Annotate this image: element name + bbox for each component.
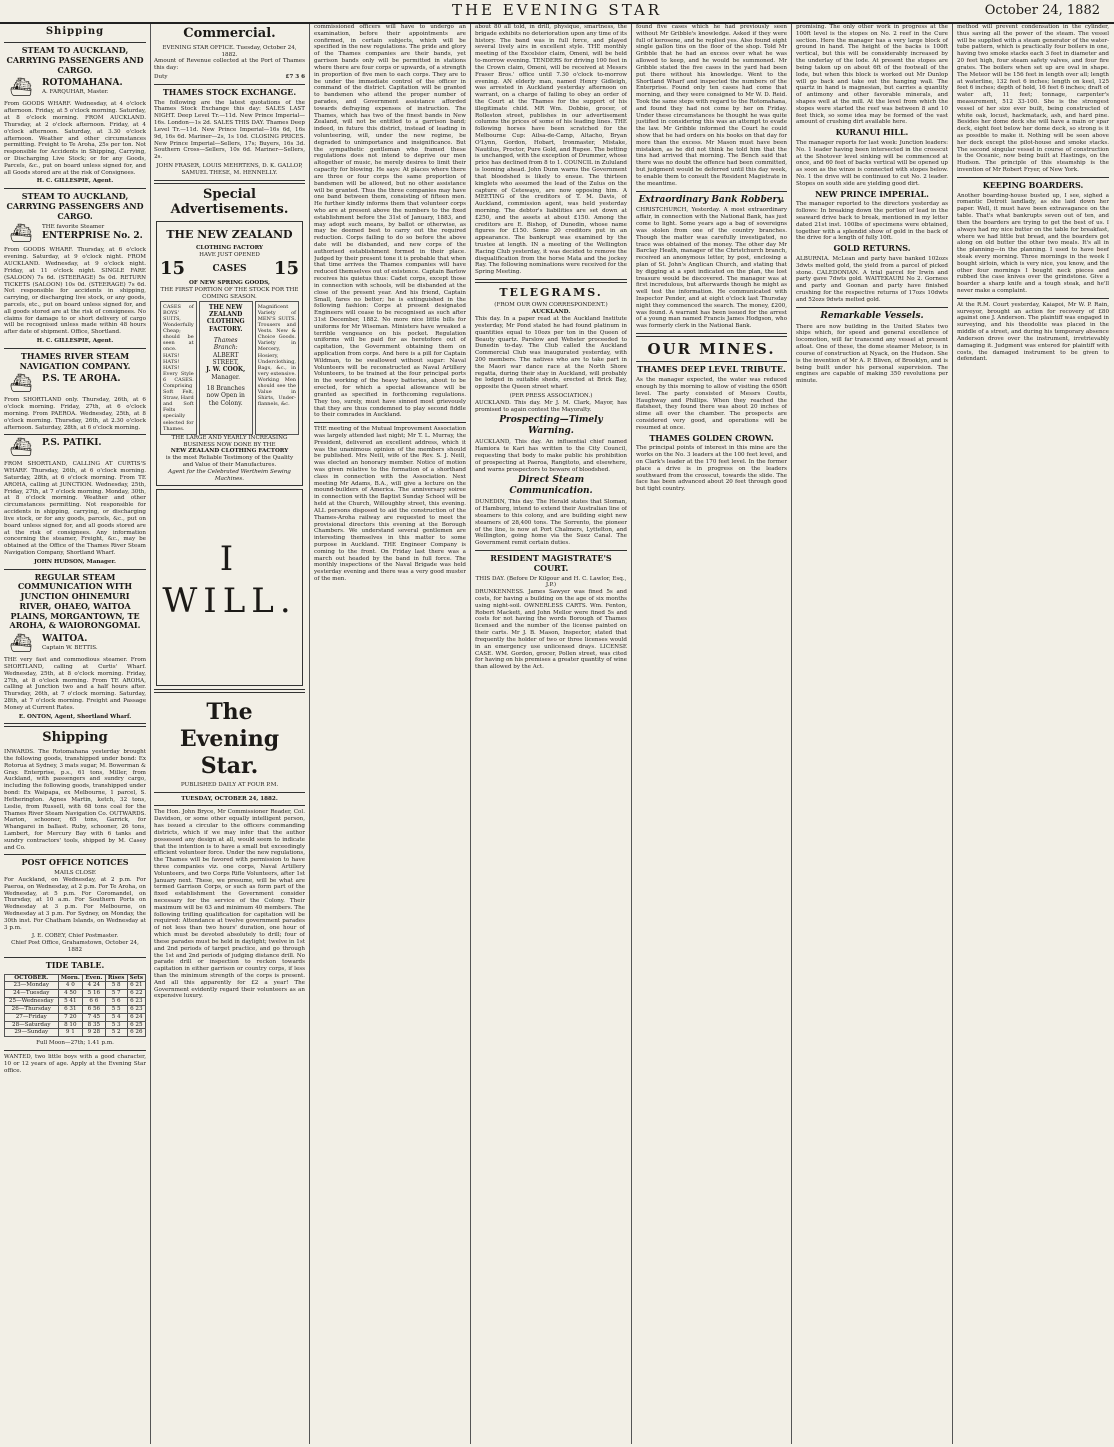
tide-cell: 6 21 (127, 982, 145, 990)
tide-row (5, 1021, 146, 1029)
ship-master: Captain W. BETTIS. (42, 645, 98, 652)
court-continued: found five cases which he had previously seen without Mr Gribble's knowledge. Asked if they were full of kerosene, and he replied yes. Also found eight single gallon tins on the floor of the shop. Told Mr Gribble that he had an excess over what he was allowed to keep, and he would be summoned. Mr Gribble stated the five cases in the yard had been put there without his knowledge. Went to the Shortland Wharf and inspected the numbers of the Enterprise. Found only ten cases had come that morning, and they were consigned to Mr W. D. Reid. Took the same steps with regard to the Rotomahana, and found they had not come by her on Friday. Under these circumstances he thought he was quite justified in considering this was an attempt to evade the law. Mr Gribble informed the Court he could show that he had orders on his books on that day for more than the excess. Mr Mason must have been mistaken, as he did not think he told him that the tins had arrived that morning. The Bench said that there was no doubt the offence had been committed, but judgment would be deferred until this day week, to enable them to consult the Resident Magistrate in the meantime. (636, 24, 787, 187)
ad-body: From SHORTLAND only. Thursday, 26th, at 6 o'clock morning. Friday, 27th, at 6 o'clock morning. From PAEROA. Wednesday, 25th, at 8 o'clock morning. Thursday, 26th, at 2.30 o'clock afternoon. Saturday, 28th, at 6 o'clock morning. (4, 397, 146, 431)
tide-col: Sets (127, 974, 145, 982)
npi-body: The manager reported to the directors yesterday as follows: In breaking down the portion of lead in the seaward drive back to break, mentioned in my letter dated 21st inst. 100lbs of specimens were obtained, together with a splendid show of gold in the back of the drive for a length of fully 10ft. (796, 201, 948, 242)
ad-body: THE very fast and commodious steamer. From SHORTLAND, calling at Curtis' Wharf. Wednesday, 25th, at 8 o'clock morning. Friday, 27th, at 8 o'clock morning. From TE AROHA, calling at Junction two and a half hours after. Thursday, 26th, at 7 o'clock morning. Saturday, 28th, at 7 o'clock morning. Freight and Passage Money at Current Rates. (4, 657, 146, 711)
ship-name: P.S. PATIKI. (42, 438, 102, 449)
section-title: Shipping (42, 730, 108, 746)
tide-row (5, 1013, 146, 1021)
column-6 (796, 24, 948, 1444)
telegrams-place: AUCKLAND. (531, 309, 571, 316)
tide-cell: 28—Saturday (5, 1021, 59, 1029)
section-title: Shipping (45, 26, 105, 37)
press-assoc: (PER PRESS ASSOCIATION.) (509, 393, 593, 400)
tide-cell: 6 23 (127, 998, 145, 1006)
telegrams-body: This day. In a paper read at the Auckland Institute yesterday, Mr Pond stated he had found platinum in quantities equal to 10ozs per ton in the Queen of Beauty quartz. Parslow and Webster proceeded to Dunedin to-day. The Club called the Auckland Commercial Club was inaugurated yesterday, with 200 members. The natives who are to take part in the Maori war dance race at the North Shore regatta, during their stay in Auckland, will probably be lodged in suitable sheds, erected at Brick Bay, opposite the Queen street wharf. (475, 316, 627, 391)
column-rule (470, 24, 471, 1444)
duty-label: Duty (154, 74, 168, 81)
gold-returns-body: ALBURNIA. McLean and party have banked 102ozs 3dwts melted gold, the yield from a parcel of picked stone. CALEDONIAN. A trial parcel for Irwin and party gave 7dwts gold. WAITEKAURI No 2. Gorness and party and Goonan and party have finished crushing for the respective returns of 17ozs 10dwts and 52ozs 9dwts melted gold. (796, 256, 948, 303)
leader-article: The Hon. John Bryce, Mr Commissioner Reader, Col. Davidson, or some other equally intelligent person, has issued a circular to the officers commanding districts, which if we may infer that the author possessed any design at all, would seem to indicate that the intention is to have a small but exceedingly efficient volunteer force. Under the new regulations, the Thames will be favored with permission to have three companies viz. one corps, Naval Artillery Volunteers, and two Corps Rifle Volunteers, after 1st January next. These, we presume, will be what are termed Garrison Corps, or such as form part of the fixed establishment the Government consider necessary for the service of the Colony. Their maximum will be 63 and minimum 40 members. The following trifling qualification for capitation will be required: Attendance at twelve government parades of not less than two hours' duration, one hour of which must be devoted absolutely to drill; four of these parades must be held in daylight; twelve in 1st and 2nd periods of target practice, and go through the 1st and 2nd periods of judging distance drill. No parade drill or inspection to reckon towards capitation in either garrison or country corps, if less than the minimum strength of the corps is present. And all this apparently for £2 a year! The Government evidently regard their volunteers as an expensive luxury. (154, 809, 305, 1000)
column-1 (4, 24, 146, 1444)
tide-cell: 5 5 (105, 1005, 127, 1013)
divider (4, 1050, 146, 1051)
divider (636, 333, 787, 337)
stock-heading: THAMES STOCK EXCHANGE. (162, 86, 297, 97)
paper-sub: PUBLISHED DAILY AT FOUR P.M. (180, 781, 279, 788)
divider (636, 361, 787, 362)
revenue-text: Amount of Revenue collected at the Port of Thames this day: (154, 58, 305, 72)
prospecting-title: Prospecting—Timely Warning. (499, 415, 603, 437)
clothing-factory-ad (156, 221, 303, 486)
vessels-continued: method will prevent condensation in the cylinder, thus saving all the power of the steam. The vessel will be supplied with a steam generator of the water-tube pattern, which is practically four boilers in one, having two smoke stacks each 3 feet in diameter and 20 feet high, four steam safety valves, and four fire grates. The boilers when set up are oval in shape. The Meteor will be 156 feet in length over all; length at waterline, 132 feet 6 inches; length on keel, 125 feet 6 inches; depth of hold, 16 feet 6 inches; draft of water aft, 11 feet; tonnage, carpenter's measurement, 512 33-100. She is the strongest vessel of her size ever built, being constructed of white oak, locust, hackmatack, ash, and hard pine. Besides her dome deck she will have a main or spar deck, eight feet below her dome deck, so strong is it as possible to make it. Nothing will be seen above her deck except the pilot-house and smoke stacks. The second singular vessel in course of construction is the Oceanic, now being built at Hastings, on the Hudson. The principle of this steamship is the invention of Mr Robert Fryer, of New York. (957, 24, 1109, 174)
tide-cell: 6 56 (83, 1005, 106, 1013)
vessels-body: There are now building in the United States two ships which, for speed and general excellence of locomotion, will far transcend any vessel at present afloat. One of these, the dome steamer Meteor, is in course of construction at Nyack, on the Hudson. She is the invention of Mr A. P. Bliven, of Brooklyn, and is being built under his personal supervision. The engines are capable of making 350 revolutions per minute. (796, 323, 948, 385)
tdl-title: THAMES DEEP LEVEL TRIBUTE. (637, 364, 786, 375)
ad-body: From GOODS WHARF. Wednesday, at 4 o'clock afternoon. Friday, at 5 o'clock morning. Saturday, at 8 o'clock morning. FROM AUCKLAND. Thursday, at 2 o'clock afternoon. Friday, at 4 o'clock afternoon. Saturday, at 3.30 o'clock afternoon. Weather and other circumstances permitting. Freight to Te Aroha, 25s per ton. Not responsible for Accidents in Shipping, Carrying, or Discharging Live Stock; or for any Goods, Parcels, &c., put on board unless signed for, and all Goods stored are at the risk of Consignees. (4, 101, 146, 176)
tide-cell: 9 28 (83, 1029, 106, 1037)
divider (796, 307, 948, 308)
court-item: At the R.M. Court yesterday, Kaiapoi, Mr W. P. Rain, surveyor, brought an action for recovery of £80 against one J. Anderson. The plaintiff was engaged in surveying, and his theodolite was placed in the middle of a street, and during his temporary absence Anderson drove over the instrument, irretrievably damaging it. Judgment was entered for plaintiff with costs, the damaged instrument to be given to defendant. (957, 301, 1109, 363)
ad-manager: J. W. COOK, (206, 366, 246, 374)
tide-row (5, 990, 146, 998)
tide-cell: 7 45 (83, 1013, 106, 1021)
steamship-icon: ⛴ (9, 223, 33, 245)
tide-cell: 5 3 (105, 1021, 127, 1029)
post-office-sign: J. E. COBEY, Chief Postmaster. (31, 933, 119, 940)
tide-row (5, 1005, 146, 1013)
tide-rows (5, 982, 146, 1037)
court-body: DRUNKENNESS. James Sawyer was fined 5s and costs, for having a building on the age of six months using night-soil. OWNERLESS CARTS. Wm. Fenton, Robert Mackett, and John Mellor were fined 5s and costs for not having the words Borough of Thames licensed and the number of the license painted on their carts. Mr J. B. Mason, Inspector, stated that frequently the holder of two or three licenses would in an emergency use unlicensed drays. LICENSE CASE. WM. Gordon, grocer, Pollen street, was cited for having on his premises a greater quantity of wine than allowed by the Act. (475, 589, 627, 671)
divider (4, 42, 146, 43)
tide-cell: 8 35 (83, 1021, 106, 1029)
ad-heading: STEAM TO AUCKLAND, CARRYING PASSENGERS AND CARGO. (6, 191, 144, 221)
gold-returns-title: GOLD RETURNS. (833, 243, 911, 254)
tide-col: Morn. (58, 974, 83, 982)
tide-col: Rises (105, 974, 127, 982)
tide-moon: Full Moon—27th; 1.41 p.m. (36, 1040, 114, 1047)
ship-ad (4, 78, 146, 98)
ad-branch: Thames Branch: (213, 337, 238, 352)
divider (4, 957, 146, 958)
post-office-body: For Auckland, on Wednesday, at 2 p.m. For Paeroa, on Wednesday, at 2 p.m. For Te Aroha, on Wednesday, at 5 p.m. For Coromandel, on Thursday, at 10 a.m. For Southern Ports on Wednesday at 3 p.m. For Melbourne, on Wednesday at 3 p.m. For Sydney, on Monday, the 30th inst. For Chatham Islands, on Wednesday at 3 p.m. (4, 876, 146, 931)
ship-name: P.S. TE AROHA. (42, 374, 121, 385)
ad-right-panel: Magnificent Variety of MEN'S SUITS. Trousers and Vests. New & Choice Goods. Variety in Mercery, Hosiery, Underclothing, Bags, &c., in very extensive. Working Men should see the Value in Shirts, Under-flannels, &c. (255, 301, 299, 435)
steamship-icon: ⛴ (9, 633, 33, 655)
tide-col: Even. (83, 974, 106, 982)
column-rule (791, 24, 792, 1444)
divider (636, 191, 787, 192)
column-rule (631, 24, 632, 1444)
ad-agent: H. C. GILLESPIE, Agent. (36, 338, 114, 344)
ad-agent: JOHN HUDSON, Manager. (34, 558, 116, 565)
ad-heading: REGULAR STEAM COMMUNICATION WITH JUNCTION OHINEMURI RIVER, OHAEO, WAITOA PLAINS, MORGANTOWN, TE AROHA, & WAIORONGOMAI. (9, 571, 141, 631)
ad-center-panel (199, 301, 253, 435)
ad-grid (160, 301, 299, 435)
column-4 (475, 24, 627, 1444)
column-rule (309, 24, 310, 1444)
tide-col: OCTOBER. (5, 974, 59, 982)
column-rule (952, 24, 953, 1444)
tide-cell: 9 1 (58, 1029, 83, 1037)
divider (957, 298, 1109, 299)
post-office-heading: POST OFFICE NOTICES (21, 857, 129, 868)
ad-mid-title: THE NEW ZEALAND CLOTHING FACTORY. (206, 303, 245, 333)
ad-manager-title: Manager. (211, 373, 241, 381)
court-sub: THIS DAY. (Before Dr Kilgour and H. C. Lawlor, Esq., J.P.) (475, 575, 627, 589)
paper-title: The Evening Star. (179, 699, 280, 779)
ship-ad (4, 374, 146, 394)
golden-body: The principal points of interest in this mine are the works on the No. 3 leaders at the 100 feet level, and on Clark's leader at the 170 feet level. In the former place a drive is in progress on the leaders southward from the crosscut, towards the slide. The face has been advanced about 20 feet through good but tight country. (636, 445, 787, 493)
tide-cell: 29—Sunday (5, 1029, 59, 1037)
ad-foot3: is the most Reliable Testimony of the Quality and Value of their Manufactures. (165, 455, 294, 468)
tide-cell: 27—Friday (5, 1013, 59, 1021)
steamship-icon: ⛴ (9, 437, 33, 459)
prospecting-body: AUCKLAND, This day. An influential chief named Hamiora te Kari has written to the City Council, requesting that body to make public his prohibition of prospecting at Paeroa, Rangitoto, and elsewhere, and warns prospectors to beware of bloodshed. (475, 439, 627, 473)
divider (154, 84, 305, 85)
tide-cell: 25—Wednesday (5, 998, 59, 1006)
divider (154, 792, 305, 793)
tide-cell: 4 50 (58, 990, 83, 998)
ship-master: THE favorite Steamer (42, 224, 105, 231)
tide-cell: 8 10 (58, 1021, 83, 1029)
divider (4, 723, 146, 727)
tide-cell: 26—Thursday (5, 1005, 59, 1013)
tide-row (5, 998, 146, 1006)
small-ad: WANTED, two little boys with a good character, 10 or 12 years of age. Apply at the Evening Star office. (4, 1053, 146, 1074)
i-will-text: I WILL. (162, 539, 297, 621)
stock-body: The following are the latest quotations of the Thames Stock Exchange this day: SALES LAST NIGHT. Deep Level Tr.—11d. New Prince Imperial—16s. London—1s 2d. SALES THIS DAY. Thames Deep Level Tr.—11d. New Prince Imperial—16s 6d, 16s 9d, 16s 6d. Mariner—2s, 1s 10d. CLOSING PRICES. New Prince Imperial—Sellers, 17s; Buyers, 16s 3d. Southern Cross—Sellers, 10s 6d. Mariner—Sellers, 2s. (154, 99, 305, 161)
mines-title: OUR MINES. (647, 340, 776, 359)
telegrams-body-2: AUCKLAND. This day. Mr J. M. Clark, Mayor, has promised to again contest the Mayoralty. (475, 399, 627, 413)
tide-row (5, 1029, 146, 1037)
mines-continued: promising. The only other work in progress at the 100ft level is the stopes on No. 2 reef in the Cure section. Here the manager has a very large block of ground in hand. The height of the backs is 100ft vertical, but this will be considerably increased by the underlay of the lode. At present the stopes are being taken up on about 6ft of the footwall of the lode, but when this block is worked out Mr Dunlop will go back and take out the hanging wall. The quartz in hand is magnesian, but carries a quantity of antimony and other favorable minerals, and shapes well at the mill. At the level from which the stopes were started the reef was between 8 and 10 feet thick, so some idea may be formed of the vast amount of crushing dirt available here. (796, 24, 948, 126)
ship-name: ENTERPRISE No. 2. (42, 231, 143, 242)
commercial-sub: EVENING STAR OFFICE. Tuesday, October 24, 1882. (162, 44, 297, 58)
divider (154, 689, 305, 693)
tide-cell: 5 4 (105, 1013, 127, 1021)
article-text: THE meeting of the Mutual Improvement Association was largely attended last night; Mr T. L. Murray, the President, delivered an excellent address, which it was the unanimous opinion of the members should be published. Mrs Neill, wife of the Rev. S. J. Neill, was elected an honorary member. Notice of motion was given relative to the formation of a shorthand class in connection with the Association. Next meeting Mr Adams, B.A., will give a lecture on the mound-builders of America. The anniversary soiree in connection with the Baptist Sunday School will be held at the Church, Willoughby street, this evening. ALL persons disposed to aid the construction of the Thames-Aroha railway are requested to meet the provisional directors this evening at the Borough Chambers. We understand several gentlemen are interesting themselves in this matter to some purpose in Auckland. THE Engineer Company is coming to the front. On Friday last there was a march out headed by the band in full force. The monthly inspections of the Naval Brigade was held yesterday evening and there was a very good muster of the men. (314, 426, 466, 582)
column-rule (150, 24, 151, 1444)
ad-line2: THE FIRST PORTION OF THE STOCK FOR THE COMING SEASON. (160, 287, 299, 300)
divider (4, 348, 146, 349)
tide-cell: 5 41 (58, 998, 83, 1006)
court-title: RESIDENT MAGISTRATE'S COURT. (490, 553, 612, 573)
tide-row (5, 982, 146, 990)
telegrams-title: TELEGRAMS. (499, 286, 603, 300)
ad-street: ALBERT STREET, (212, 351, 239, 366)
tide-cell: 6 23 (127, 1005, 145, 1013)
steamship-icon: ⛴ (9, 77, 33, 99)
i-will-ad (156, 489, 303, 686)
telegrams-sub: (FROM OUR OWN CORRESPONDENT.) (494, 302, 608, 309)
tdl-body: As the manager expected, the water was reduced enough by this morning to allow of visiting the 650ft level. The party consisted of Messrs Coutts, Haughway and Phillips. When they reached the flatsheet, they found there was about 20 inches of slime all over the chamber. The prospects are considered very good, and operations will be resumed at once. (636, 377, 787, 431)
divider (4, 854, 146, 855)
ship-ad (4, 634, 146, 654)
ad-foot1: THE LARGE AND YEARLY INCREASING BUSINESS NOW DONE BY THE (171, 434, 288, 448)
ship-ad (4, 438, 146, 458)
post-office-sub: MAILS CLOSE (54, 870, 96, 877)
divider (4, 434, 146, 435)
section-title: Commercial. (183, 26, 276, 41)
paper-date: TUESDAY, OCTOBER 24, 1882. (181, 795, 278, 802)
columns (0, 24, 1114, 1447)
kuranui-title: KURANUI HILL. (835, 127, 909, 138)
tide-cell: 5 7 (105, 990, 127, 998)
local-news: about 80 all told, in drill, physique, smartness, the brigade exhibits no deterioration upon any time of its history. The band was in full force, and played several lively airs in excellent style. THE monthly meeting of the Excelsior claim, Omeni, will be held to-morrow evening. TENDERS for driving 100 feet in the Crown claim, Omeni, will be received at Messrs Fraser Bros.' office until 7.30 o'clock to-morrow evening. AN elderly man, named Henry Gidleigh, was arrested in Auckland yesterday afternoon on warrant, on a charge of failing to obey an order of the Court at the Thames for the support of his illegitimate child. MR Wm. Dobbie, grocer, of Rolleston street, publishes in our advertisement columns the prices of some of his leading lines. THE following horses have been scratched for the Melbourne Cup: Ailsa-de-Camp, Altacho, Bryan O'Lynn, Gordon, Hobart, Ironmaster, Mistake, Nautilus, Proctor, Pure Gold, and Rupee. The betting is unchanged, with the exception of Drummer, whose price has declined from 8 to 1. COUNCIL in Zululand is looming ahead. John Dunn warns the Government that bloodshed is likely to ensue. The thirteen kinglets who assumed the lead of the Zulus on the capture of Cetewayo, are now opposing him. A MEETING of the creditors of T. M. Davis, of Auckland, commission agent, was held yesterday morning. The debtor's liabilities are set down at £250, and the assets at about £150. Among the creditors are E. Bishop, of Dunedin, whose name figures for £150. Some 20 creditors put in an appearance. The bankrupt was examined by the trustee at length. IN a meeting of the Wellington Racing Club yesterday, it was decided to remove the disqualification from the horse Mata and the jockey Ray. The following nominations were received for the Spring Meeting. (475, 24, 627, 276)
masthead-title: THE EVENING STAR (451, 1, 663, 19)
divider (154, 805, 305, 806)
tide-cell: 6 31 (58, 1005, 83, 1013)
duty-value: £7 3 6 (285, 74, 305, 81)
ad-heading: THAMES RIVER STEAM NAVIGATION COMPANY. (19, 350, 131, 371)
tide-cell: 5 8 (105, 982, 127, 990)
tide-cell: 6 6 (83, 998, 106, 1006)
npi-title: NEW PRINCE IMPERIAL. (815, 188, 929, 199)
ad-agent: E. ONTON, Agent, Shortland Wharf. (18, 713, 132, 720)
shipping-news: INWARDS. The Rotomahana yesterday brought the following goods, transhipped under bond: Ex Rotorua at Sydney, 3 mats sugar, M. Bowerman & Gray. Enterprise, p.s., 61 tons, Miller, from Auckland, with passengers and sundry cargo, including the following goods, transhipped under bond: Ex Waipapa, ex Melbourne, 1 parcel, S. Hetherington. Agnes Martin, ketch, 32 tons, Leslie, from Russell, with 68 tons coal for the Thames River Steam Navigation Co. OUTWARDS. Marion, schooner, 65 tons, Garrick, for Whangarei in ballast. Ruby, schooner, 26 tons, Lambert, for Mercury Bay with 6 tanks and sundry contractors' tools, shipped by M. Casey and Co. (4, 749, 146, 851)
brokers: JOHN FRASER, LOUIS MEHRTENS, D. K. GALLOP, SAMUEL THESE, M. HENNELLY. (156, 162, 303, 176)
ad-subtitle: CLOTHING FACTORY (195, 244, 264, 251)
ship-ad (4, 224, 146, 244)
keeping-title: KEEPING BOARDERS. (982, 179, 1084, 190)
tide-cell: 6 22 (127, 990, 145, 998)
ad-opened: HAVE JUST OPENED (199, 251, 260, 258)
tide-cell: 4 0 (58, 982, 83, 990)
steamship-icon: ⛴ (9, 373, 33, 395)
ad-heading: STEAM TO AUCKLAND, CARRYING PASSENGERS AND CARGO. (6, 45, 144, 75)
ad-title: THE NEW ZEALAND (166, 228, 293, 242)
special-ads-title: Special Advertisements. (170, 186, 289, 218)
kuranui-body: The manager reports for last week: Junction leaders: No. 1 leader having been intersected in the crosscut at the Shotover level sinking will be commenced at once, and 60 feet of backs vertical will be opened up as soon as the winze is connected with stopes below. No. 1 the drive will be continued to cut No. 2 leader. Stopes on south side are yielding good dirt. (796, 139, 948, 187)
tide-cell: 5 16 (83, 990, 106, 998)
direct-title: Direct Steam Communication. (509, 475, 593, 497)
tide-cell: 24—Tuesday (5, 990, 59, 998)
ad-num-right: 15 (273, 258, 299, 280)
column-5 (636, 24, 787, 1444)
tide-cell: 4 24 (83, 982, 106, 990)
ad-agent: H. C. GILLESPIE, Agent. (36, 178, 114, 185)
ship-name: ROTOMAHANA. (42, 78, 123, 89)
masthead (0, 0, 1114, 24)
divider (475, 279, 627, 283)
golden-title: THAMES GOLDEN CROWN. (649, 432, 774, 443)
tide-heading: TIDE TABLE. (45, 959, 105, 970)
divider (314, 422, 466, 423)
ad-cases: CASES (212, 263, 247, 274)
keeping-body: Another boarding-house busted up, I see, sighed a romantic Detroit landlady, as she laid down her paper. Well, it must have been extravagance on the table. That's what bankrupts seven out of ten, and then the boarders are trying to get the best of us. I always had my nice butter on the table for breakfast, where we had little but bread, and the boarders got along on old butter the other two meals. It's all in the planning—in the planning. I used to have beef steak every morning. Three mornings in the week I bought sirloin, which is very nice, you know, and the other four mornings I bought neck pieces and rubbed the case knives over the grindstone. Give a boarder a sharp knife and a tough steak, and he'll never make a complaint. (957, 192, 1109, 294)
ship-master: A. FARQUHAR, Master. (42, 89, 109, 96)
ad-foot4: Agent for the Celebrated Wertheim Sewing Machines. (168, 468, 291, 482)
duty-row (154, 74, 305, 81)
ad-foot2: NEW ZEALAND CLOTHING FACTORY (170, 448, 289, 455)
divider (4, 188, 146, 189)
vessels-title: Remarkable Vessels. (820, 310, 924, 321)
ad-numbers (160, 258, 299, 280)
ad-line1: OF NEW SPRING GOODS, (189, 280, 270, 287)
tide-cell: 5 2 (105, 1029, 127, 1037)
tide-cell: 5 6 (105, 998, 127, 1006)
ad-num-left: 15 (160, 258, 186, 280)
article-text: commissioned officers will have to undergo an examination, before their appointments are confirmed, in certain subjects, which will be specified in the new regulations. The pride and glory of the Thames companies are their bands, yet garrison bands only will be permitted in stations where there are four corps or upwards, of a strength in proportion of five men to each corps. They are to be under the immediate control of the officer in command of the district. Capitation will be granted to bandsmen who attend the proper number of parades, and Government assistance afforded towards defraying expenses of instruction. The Thames, which has two of the finest bands in New Zealand, will not be entitled to a garrison band; indeed, in future this district, instead of leading in volunteering, will, under the new regime, be degraded to unimportance and insignificance. But the sympathetic gentleman who framed these regulations does not intend to deprive our men altogether of music, he merely desires to limit their capacity for blowing. He says: At places where there are three or four corps the same proportion of bandsmen will be allowed, but no other assistance will be granted. Thus the three companies may have one band between them, consisting of fifteen men. He further kindly informs them that volunteer corps who are at present above the numbers to the fixed establishment before the 31st of January, 1883, and may adopt such means, by ballot or otherwise, as may be deemed best to carry out the required reduction. Corps failing to do so before the above date will be disbanded, and new corps of the authorised establishment formed in their place. Judged by their present tone it is probable that when that time arrives the Thames companies will have reduced themselves out of existence. Captain Barlow receives his quietus thus: Cadet corps, except those in connection with schools, will be disbanded at the close of the present year. And his friend, Captain Small, fares no better; he is extinguished in the following fashion: Corps at present designated Engineers will cease to be recognised as such after 31st December, 1882. No more nice little bills for uniforms for Mr Wiseman. Ministers have wreaked a terrible vengeance on his pocket. Regulation uniforms will be paid for as heretofore out of capitation, the Government obtaining them on application from corps. And here is a pill for Captain Wildman, to be swallowed without sugar: Naval Volunteers will be reconstructed as Naval Artillery Volunteers, to be trained at the four principal ports in the working of the heavy batteries, about to be erected, for which a special allowance will be granted as specified in forthcoming regulations. They too, surely, must have sinned most grievously that they are thus condemned to play second fiddle to their comrades in Auckland. (314, 24, 466, 419)
bank-title: Extraordinary Bank Robbery. (638, 194, 785, 205)
tide-cell: 6 26 (127, 1029, 145, 1037)
ad-body: From GOODS WHARF. Thursday, at 6 o'clock evening. Saturday, at 9 o'clock night. FROM AUCKLAND. Wednesday, at 9 o'clock night. Friday, at 11 o'clock night. SINGLE FARE (SALOON) 7s 6d. (STEERAGE) 5s 0d. RETURN TICKETS (SALOON) 10s 0d. (STEERAGE) 7s 6d. Not responsible for accidents in shipping, carrying, or discharging live stock, or any goods, parcels, etc., put on board unless signed for, and all goods stored are at the risk of consignees. No claims for damage to or short delivery of cargo will be recognised unless made within 48 hours after date of shipment. Office, Shortland. (4, 247, 146, 336)
divider (957, 177, 1109, 178)
ad-body: FROM SHORTLAND, CALLING AT CURTIS'S WHARF. Thursday, 26th, at 6 o'clock morning. Saturday, 28th, at 6 o'clock morning. From TE AROHA, calling at JUNCTION. Wednesday, 25th, Friday, 27th, at 7 o'clock morning. Monday, 30th, at 8 o'clock morning. Weather and other circumstances permitting. Not responsible for accidents in shipping, carrying, or discharging live stock, or for any goods, parcels, &c., put on board unless signed for, and all goods stored are at the risk of consignees. Any information concerning the steamer, Freight, &c., may be obtained at the Office of the Thames River Steam Navigation Company, Shortland Wharf. (4, 461, 146, 556)
post-office-office: Chief Post Office, Grahamstown, October 24, 1882 (11, 940, 139, 954)
divider (154, 180, 305, 184)
tide-table (4, 974, 146, 1038)
tide-cell: 7 20 (58, 1013, 83, 1021)
bank-body: CHRISTCHURCH, Yesterday. A most extraordinary affair, in connection with the National Bank, has just come to light. Some years ago a bag of sovereigns was stolen from one of the country branches. Though the matter was carefully investigated, no trace was obtained of the money. The other day Mr Barclay Heath, manager of the Christchurch branch, received an anonymous letter, by post, enclosing a plan of St. John's Anglican Church, and stating that by digging at a spot indicated on the plan, the lost treasure would be discovered. The manager was at first incredulous, but afterwards though he might as well test the information. He communicated with Inspector Pender, and at eight o'clock last Thursday night they commenced the search. The money, £200, was found. A warrant has been issued for the arrest of a young man named Francis James Hodgson, who was formerly clerk in the National Bank. (636, 207, 787, 330)
tide-cell: 6 25 (127, 1021, 145, 1029)
divider (475, 550, 627, 551)
ship-name: WAITOA. (42, 634, 88, 645)
direct-body: DUNEDIN, This day. The Herald states that Sloman, of Hamburg, intend to extend their Australian line of steamers to this colony, and are building eight new steamers of 28,400 tons. The Sorrento, the pioneer of the line, is now at Port Chalmers, Lyttelton, and Wellington, going home via the Suez Canal. The Government remit certain duties. (475, 499, 627, 547)
tide-cell: 6 24 (127, 1013, 145, 1021)
column-7 (957, 24, 1109, 1444)
column-3 (314, 24, 466, 1444)
column-2 (154, 24, 305, 1444)
tide-cell: 23—Monday (5, 982, 59, 990)
masthead-date: October 24, 1882 (984, 3, 1100, 18)
ad-left-panel: CASES of BOYS' SUITS, Wonderfully Cheap; should be seen at once. HATS! HATS! HATS! Every Style 6 CASES. Comprising Soft Felt, Straw, Hard and Soft Felts specially selected for Thames. (160, 301, 197, 435)
ad-branches: 18 Branches now Open in the Colony. (206, 384, 245, 407)
divider (4, 569, 146, 570)
